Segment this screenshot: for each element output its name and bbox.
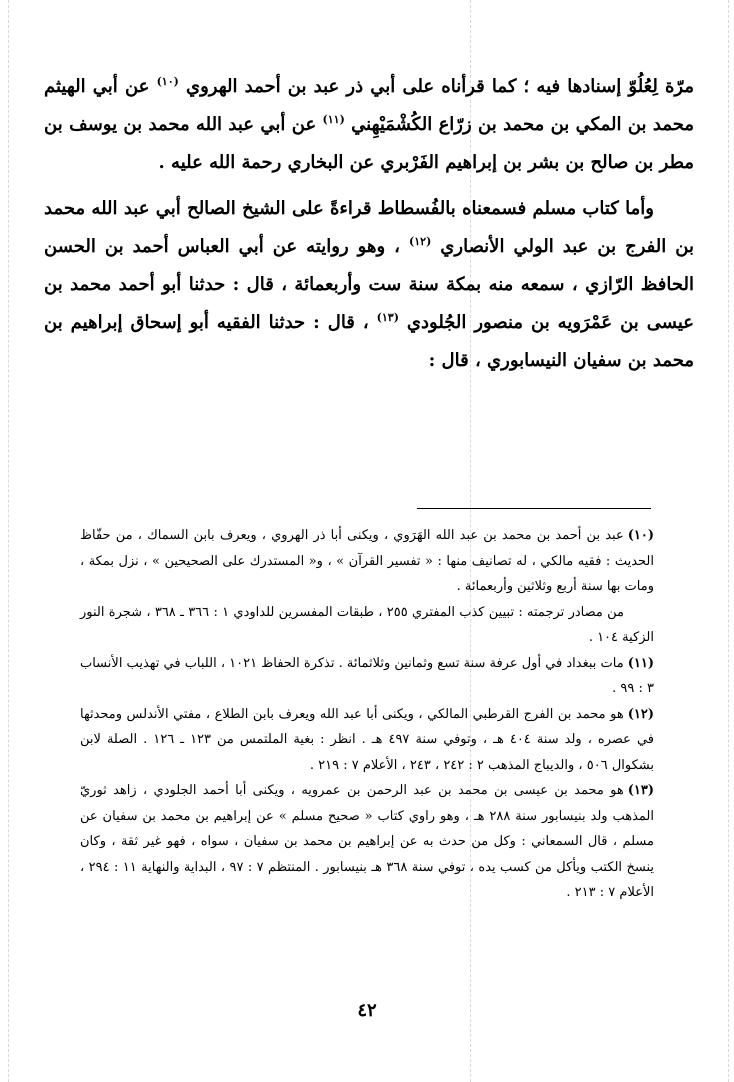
scan-guide-line: [8, 0, 9, 1082]
footnote-number: (١١): [627, 655, 654, 671]
paragraph-text: عن أبي الهيثم محمد بن المكي بن محمد بن زرّاع الكُشْمَيْهِني: [44, 76, 694, 135]
footnote-reference: (١٣): [376, 311, 399, 324]
paragraph-text: ، قال : حدثنا الفقيه أبو إسحاق إبراهيم بن محمد بن سفيان النيسابوري ، قال :: [44, 312, 694, 371]
footnote-number: (١٣): [627, 783, 654, 798]
paragraph-text: ، وهو روايته عن أبي العباس أحمد بن الحسن الحافظ الرّازي ، سمعه منه بمكة سنة ست وأربعمائة ، قال : حدثنا أبو أحمد محمد بن عيسى بن عَمْرَويه بن منصور الجُلودي: [44, 236, 694, 333]
footnote-text: عبد بن أحمد بن محمد بن عبد الله الهَرَوي ، ويكنى أبا ذر الهروي ، ويعرف بابن السماك ، من حفّاظ الحديث : فقيه مالكي ، له تصانيف منها : « تفسير القرآن » ، و« المستدرك على الصحيحين » ، نزل بمكة ، ومات بها سنة أربع وثلاثين وأربعمائة .: [80, 528, 654, 594]
main-body-text: [44, 68, 694, 380]
footnote-text: مات ببغداد في أول عرفة سنة تسع وثمانين وثلاثمائة . تذكرة الحفاظ ١٠٢١ ، اللباب في تهذيب الأنساب ٣ : ٩٩ .: [79, 655, 654, 696]
footnote-entry: [80, 600, 654, 651]
footnote-text: هو محمد بن الفرج القرطبي المالكي ، ويكنى أبا عبد الله ويعرف بابن الطلاع ، مفتي الأندلس ومحدثها في عصره ، ولد سنة ٤٠٤ هـ ، وتوفي سنة ٤٩٧ هـ . انظر : بغية الملتمس من ١٢٣ ـ ١٢٦ . الصلة لابن بشكوال ٥٠٦ ، والديباج المذهب ٢ : ٢٤٢ ، ٢٤٣ ، الأعلام ٧ : ٢١٩ .: [80, 706, 655, 773]
paragraph-text: مرّة لِعُلُوّ إسنادها فيه ؛ كما قرأناه على أبي ذر عبد بن أحمد الهروي: [178, 76, 695, 97]
body-paragraph: [44, 68, 694, 182]
footnote-entry: [80, 778, 654, 906]
footnotes-section: [80, 523, 654, 906]
footnote-text: هو محمد بن عيسى بن محمد بن عبد الرحمن بن عمرويه ، ويكنى أبا أحمد الجلودي ، زاهد ثوريّ المذهب ولد بنيسابور سنة ٢٨٨ هـ ، وهو راوي كتاب « صحيح مسلم » عن إبراهيم بن محمد بن سفيان عن مسلم ، قال السمعاني : وكل من حدث به عن إبراهيم بن محمد بن سفيان ، سواه ، فهو غير ثقة ، وكان ينسخ الكتب ويأكل من كسب يده ، توفي سنة ٣٦٨ هـ بنيسابور . المنتظم ٧ : ٩٧ ، البداية والنهاية ١١ : ٢٩٤ ، الأعلام ٧ : ٢١٣ .: [80, 783, 654, 900]
footnote-number: (١٠): [627, 528, 654, 543]
footnote-entry: [80, 651, 654, 702]
paragraph-text: وأما كتاب مسلم فسمعناه بالفُسطاط قراءةً على الشيخ الصالح أبي عبد الله محمد بن الفرج بن عبد الولي الأنصاري: [44, 198, 694, 257]
footnote-entry: [80, 523, 654, 600]
footnote-reference: (١٢): [409, 235, 432, 248]
footnote-separator: [417, 508, 651, 509]
footnote-number: (١٢): [627, 706, 654, 722]
scan-guide-line: [728, 0, 729, 1082]
footnote-entry: [80, 702, 654, 779]
footnote-text: من مصادر ترجمته : تبيين كذب المفتري ٢٥٥ ، طبقات المفسرين للداودي ١ : ٣٦٦ ـ ٣٦٨ ، شجرة النور الزكية ١٠٤ .: [80, 604, 654, 645]
page-number: ٤٢: [357, 1000, 377, 1021]
body-paragraph: [44, 190, 694, 380]
paragraph-text: عن أبي عبد الله محمد بن يوسف بن مطر بن صالح بن بشر بن إبراهيم الفَرْبري عن البخاري رحمة الله عليه .: [44, 114, 694, 173]
footnote-reference: (١١): [322, 113, 345, 126]
footnote-reference: (١٠): [156, 75, 179, 88]
